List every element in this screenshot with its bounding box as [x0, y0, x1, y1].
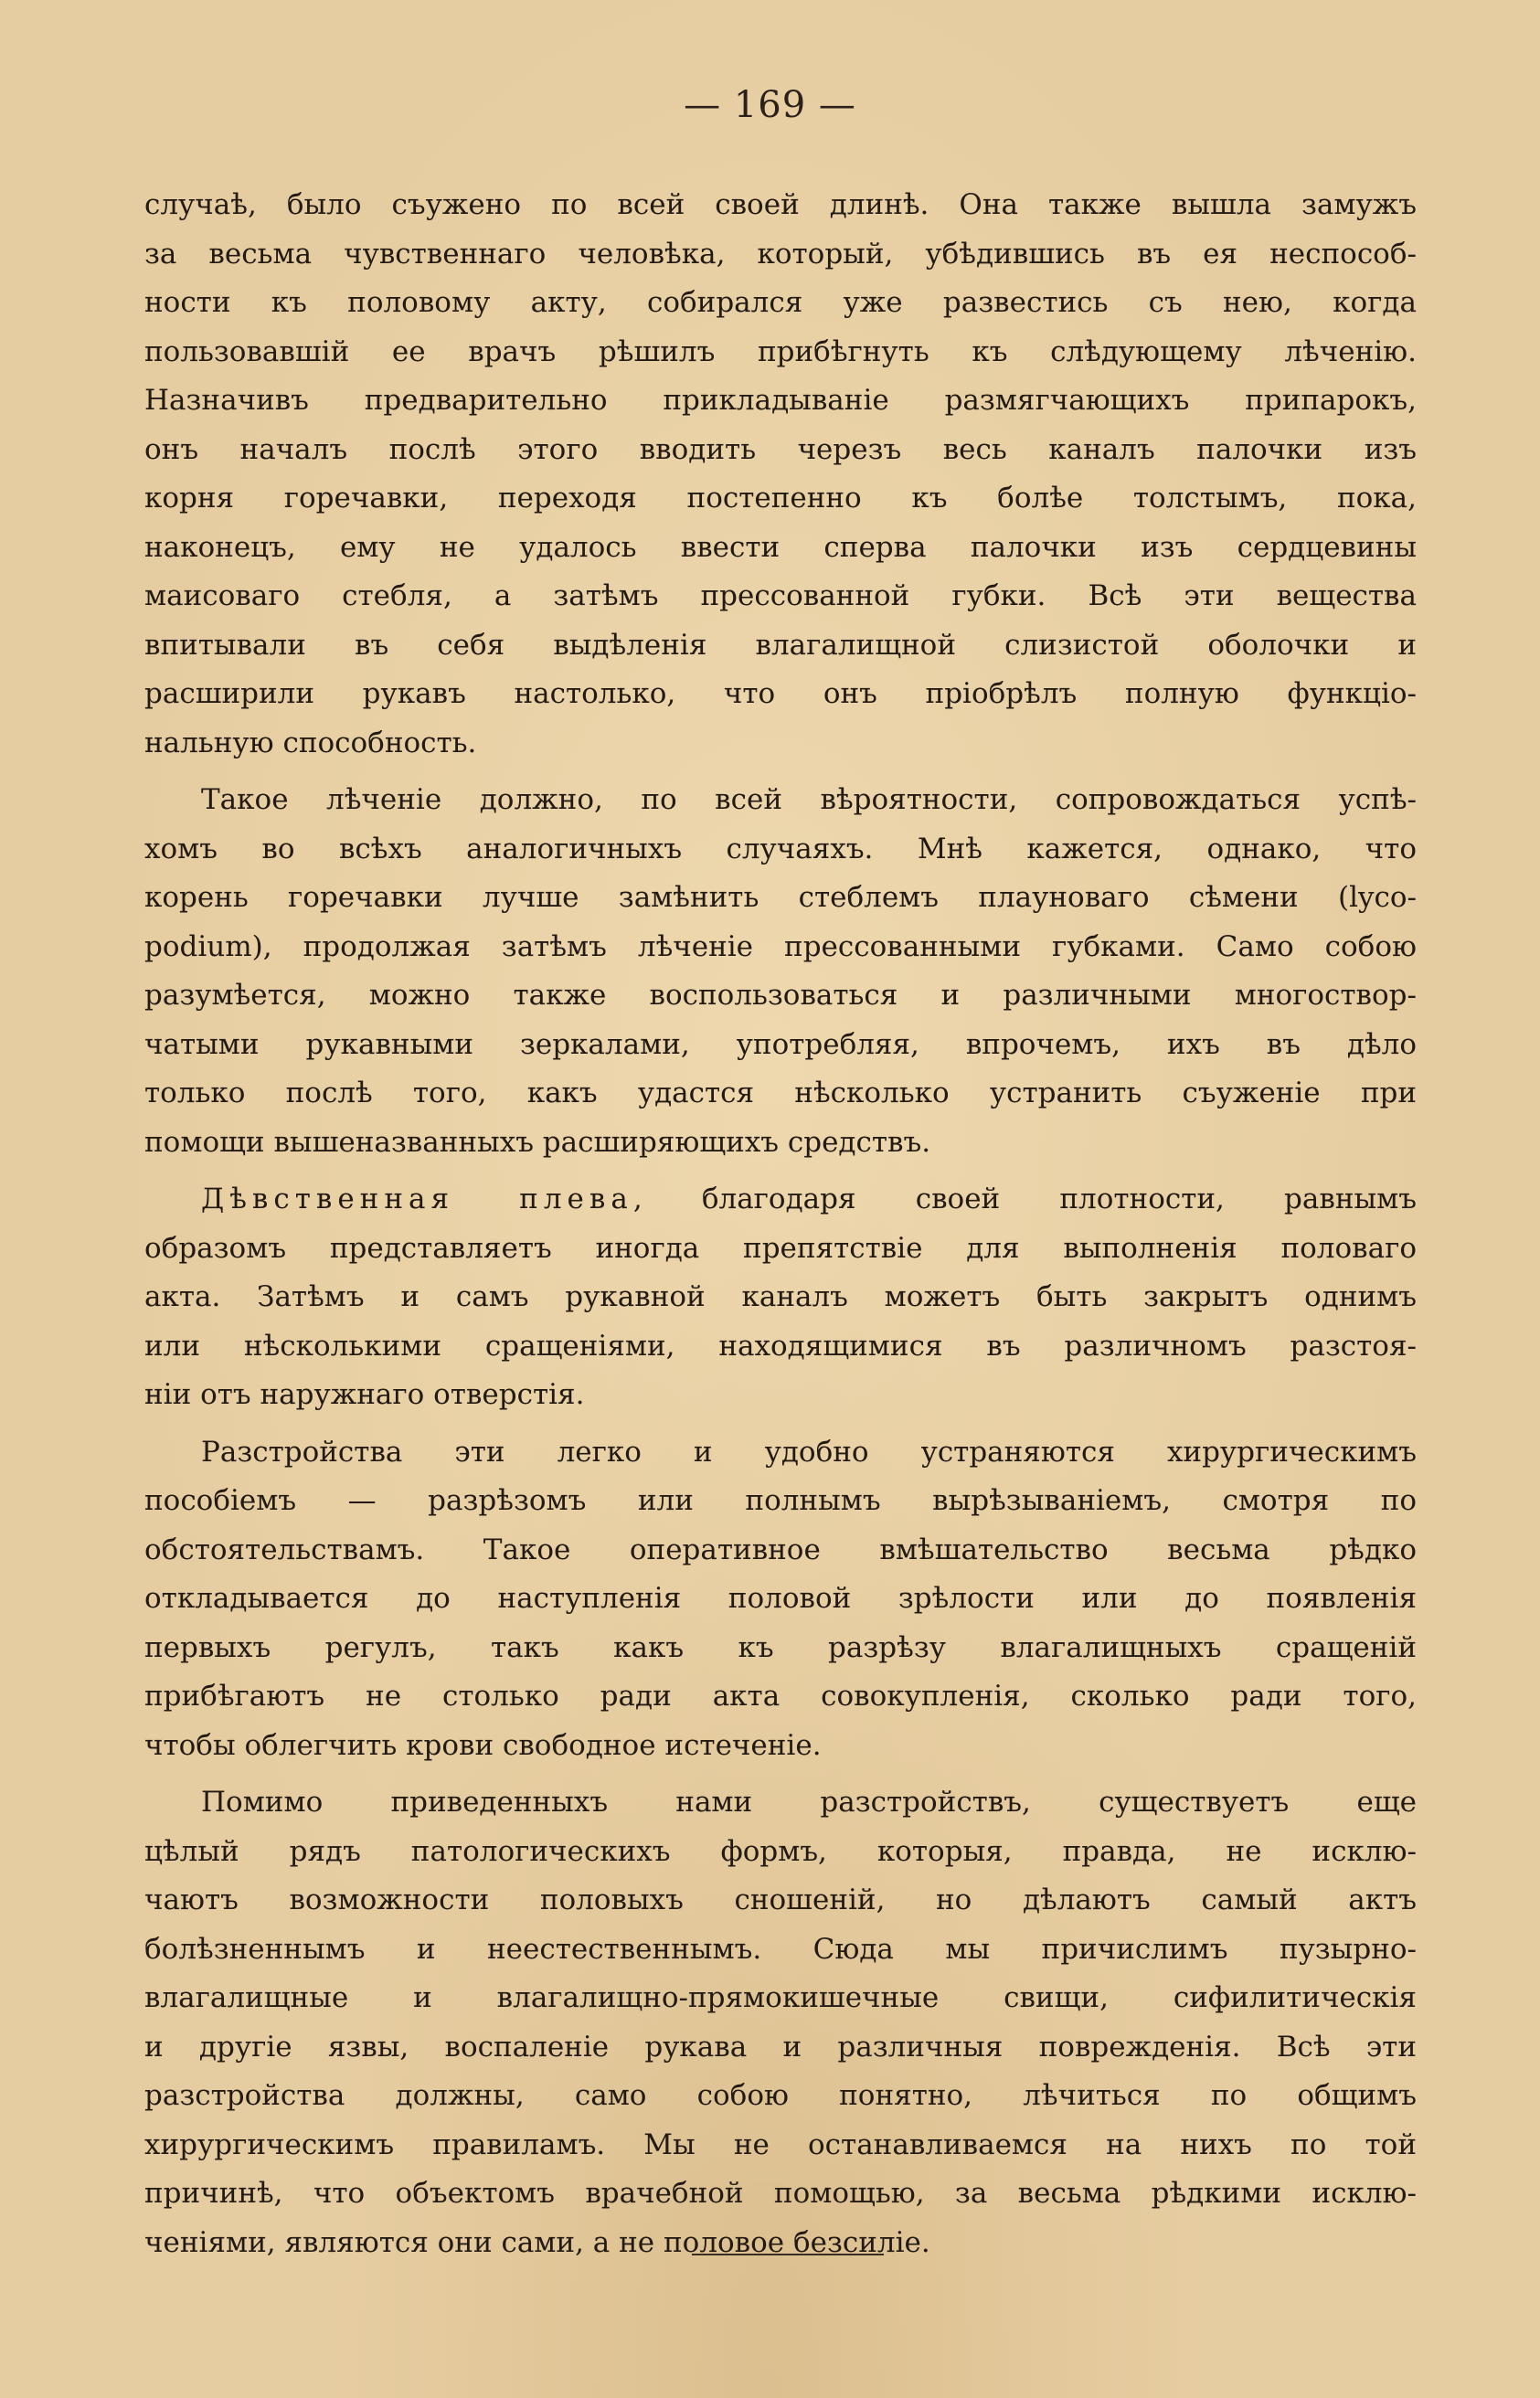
- text-line: [144, 1428, 1417, 1478]
- text-run: Разстройства эти легко и удобно устраняются хирургическимъ: [201, 1435, 1417, 1469]
- text-line: только послѣ того, какъ удастся нѣсколько устранить съуженіе при: [144, 1077, 1417, 1109]
- text-line: [144, 1778, 1417, 1828]
- text-line: разумѣется, можно также воспользоваться и различными многоствор-: [144, 979, 1417, 1012]
- paragraph-2: [144, 776, 1417, 1167]
- text-line: влагалищные и влагалищно-прямокишечные свищи, сифилитическія: [144, 1981, 1417, 2014]
- text-line: впитывали въ себя выдѣленія влагалищной слизистой оболочки и: [144, 628, 1417, 662]
- text-line: или нѣсколькими сращеніями, находящимися въ различномъ разстоя-: [144, 1329, 1417, 1363]
- text-line: хирургическимъ правиламъ. Мы не останавливаемся на нихъ по той: [144, 2127, 1417, 2161]
- text-line: обстоятельствамъ. Такое оперативное вмѣшательство весьма рѣдко: [144, 1533, 1417, 1566]
- text-line: акта. Затѣмъ и самъ рукавной каналъ можетъ быть закрытъ однимъ: [144, 1280, 1417, 1313]
- text-line: случаѣ, было съужено по всей своей длинѣ. Она также вышла замужъ: [144, 188, 1417, 221]
- text-line: прибѣгаютъ не столько ради акта совокупленія, сколько ради того,: [144, 1680, 1417, 1713]
- text-run: , благодаря своей плотности, равнымъ: [632, 1183, 1417, 1215]
- text-line: [144, 1175, 1417, 1225]
- text-line: цѣлый рядъ патологическихъ формъ, которыя, правда, не исклю-: [144, 1834, 1417, 1868]
- text-line: образомъ представляетъ иногда препятствіе для выполненія половаго: [144, 1231, 1417, 1265]
- text-line: расширили рукавъ настолько, что онъ пріобрѣлъ полную функціо-: [144, 677, 1417, 710]
- text-line: хомъ во всѣхъ аналогичныхъ случаяхъ. Мнѣ кажется, однако, что: [144, 832, 1417, 865]
- text-run: Помимо приведенныхъ нами разстройствъ, существуетъ еще: [201, 1786, 1417, 1819]
- text-line: болѣзненнымъ и неестественнымъ. Сюда мы причислимъ пузырно-: [144, 1932, 1417, 1966]
- text-line: корень горечавки лучше замѣнить стеблемъ плауноваго сѣмени (lyco-: [144, 881, 1417, 914]
- text-line: ченіями, являются они сами, а не половое безсиліе.: [144, 2225, 930, 2259]
- spaced-term: Дѣвственная плева: [201, 1183, 633, 1215]
- text-line: пособіемъ — разрѣзомъ или полнымъ вырѣзываніемъ, смотря по: [144, 1484, 1417, 1517]
- text-line: помощи вышеназванныхъ расширяющихъ средствъ.: [144, 1125, 931, 1159]
- text-line: пользовавшій ее врачъ рѣшилъ прибѣгнуть къ слѣдующему лѣченію.: [144, 334, 1417, 368]
- paragraph-3: [144, 1175, 1417, 1420]
- text-line: за весьма чувственнаго человѣка, который, убѣдившись въ ея неспособ-: [144, 237, 1417, 271]
- text-line: ности къ половому акту, собирался уже развестись съ нею, когда: [144, 286, 1417, 319]
- text-line: разстройства должны, само собою понятно, лѣчиться по общимъ: [144, 2079, 1417, 2112]
- text-run: Такое лѣченіе должно, по всей вѣроятности, сопровождаться успѣ-: [201, 783, 1417, 816]
- closing-rule: [692, 2254, 884, 2255]
- text-line: корня горечавки, переходя постепенно къ болѣе толстымъ, пока,: [144, 482, 1417, 515]
- text-line: чатыми рукавными зеркалами, употребляя, впрочемъ, ихъ въ дѣло: [144, 1027, 1417, 1061]
- text-line: Назначивъ предварительно прикладываніе размягчающихъ припарокъ,: [144, 384, 1417, 417]
- text-line: причинѣ, что объектомъ врачебной помощью, за весьма рѣдкими исклю-: [144, 2177, 1417, 2210]
- paragraph-1: [144, 181, 1417, 768]
- text-line: [144, 776, 1417, 825]
- page-number: — 169 —: [684, 84, 856, 126]
- text-line: первыхъ регулъ, такъ какъ къ разрѣзу влагалищныхъ сращеній: [144, 1630, 1417, 1664]
- text-line: маисоваго стебля, а затѣмъ прессованной губки. Всѣ эти вещества: [144, 579, 1417, 612]
- paragraph-5: [144, 1778, 1417, 2267]
- text-line: откладывается до наступленія половой зрѣлости или до появленія: [144, 1582, 1417, 1615]
- text-line: наконецъ, ему не удалось ввести сперва палочки изъ сердцевины: [144, 530, 1417, 564]
- body-text: [144, 181, 1417, 2267]
- text-line: чтобы облегчить крови свободное истеченіе.: [144, 1728, 822, 1762]
- paragraph-4: [144, 1428, 1417, 1771]
- text-line: онъ началъ послѣ этого вводить черезъ весь каналъ палочки изъ: [144, 432, 1417, 466]
- text-line: чаютъ возможности половыхъ сношеній, но дѣлаютъ самый актъ: [144, 1883, 1417, 1916]
- text-line: и другіе язвы, воспаленіе рукава и различныя поврежденія. Всѣ эти: [144, 2030, 1417, 2064]
- text-line: ніи отъ наружнаго отверстія.: [144, 1378, 585, 1411]
- text-line: podium), продолжая затѣмъ лѣченіе прессованными губками. Само собою: [144, 929, 1417, 963]
- text-line: нальную способность.: [144, 726, 477, 759]
